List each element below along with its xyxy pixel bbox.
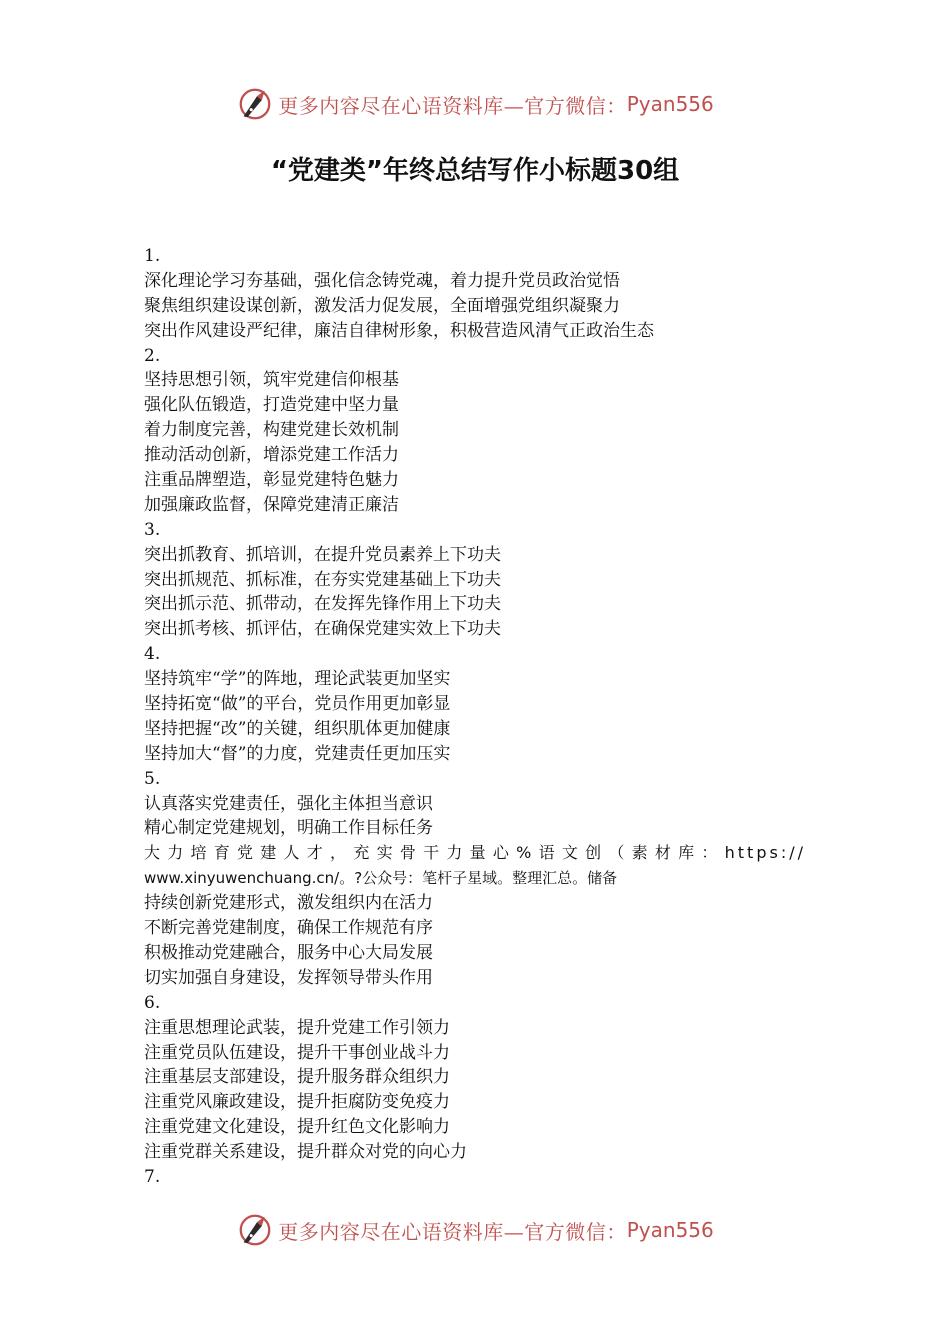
banner-text: 更多内容尽在心语资料库—官方微信： (278, 93, 627, 118)
document-title: “党建类”年终总结写作小标题30组 (270, 156, 680, 186)
header-banner (0, 82, 950, 126)
body-line: 注重基层支部建设，提升服务群众组织力 (144, 1067, 450, 1088)
section-number: 1. (144, 246, 161, 266)
section-number: 7. (144, 1166, 161, 1187)
section-number: 6. (144, 992, 161, 1013)
body-line: 持续创新党建形式，激发组织内在活力 (144, 893, 433, 914)
body-line: 不断完善党建制度，确保工作规范有序 (144, 918, 433, 939)
document-body (144, 244, 814, 1190)
body-line: 推动活动创新，增添党建工作活力 (144, 445, 399, 466)
body-line: 加强廉政监督，保障党建清正廉洁 (144, 494, 399, 515)
body-line: 注重党建文化建设，提升红色文化影响力 (144, 1117, 450, 1138)
body-line: 坚持加大“督”的力度，党建责任更加压实 (144, 743, 451, 764)
body-line: 精心制定党建规划，明确工作目标任务 (144, 818, 433, 839)
body-line: 认真落实党建责任，强化主体担当意识 (144, 793, 433, 814)
body-line: 坚持思想引领，筑牢党建信仰根基 (144, 370, 399, 391)
body-line: 积极推动党建融合，服务中心大局发展 (144, 942, 433, 963)
banner-wechat-id: Pyan556 (626, 1218, 714, 1242)
body-line: 坚持把握“改”的关键，组织肌体更加健康 (144, 718, 451, 739)
body-line: 注重党群关系建设，提升群众对党的向心力 (144, 1142, 467, 1163)
body-line: 强化队伍锻造，打造党建中坚力量 (144, 395, 399, 416)
section-number: 2. (144, 345, 161, 366)
body-line: 注重思想理论武装，提升党建工作引领力 (144, 1017, 450, 1038)
body-line: 聚焦组织建设谋创新，激发活力促发展，全面增强党组织凝聚力 (144, 295, 620, 316)
body-line: 坚持筑牢“学”的阵地，理论武装更加坚实 (144, 669, 451, 690)
body-line: 坚持拓宽“做”的平台，党员作用更加彰显 (144, 694, 451, 715)
body-line: 突出抓考核、抓评估，在确保党建实效上下功夫 (144, 619, 501, 640)
body-line: 突出抓规范、抓标准，在夯实党建基础上下功夫 (144, 569, 501, 590)
body-line: 突出抓示范、抓带动，在发挥先锋作用上下功夫 (144, 594, 501, 615)
pen-nib-circle-icon (236, 85, 274, 123)
banner-wechat-id: Pyan556 (626, 92, 714, 116)
body-line: 突出作风建设严纪律，廉洁自律树形象，积极营造风清气正政治生态 (144, 320, 654, 341)
body-line: 注重党员队伍建设，提升干事创业战斗力 (144, 1042, 450, 1063)
banner-text: 更多内容尽在心语资料库—官方微信： (278, 1219, 627, 1244)
body-line: 切实加强自身建设，发挥领导带头作用 (144, 967, 433, 988)
body-line: 深化理论学习夯基础，强化信念铸党魂，着力提升党员政治觉悟 (144, 270, 620, 291)
section-number: 4. (144, 644, 161, 665)
body-line-watermark-cont: www.xinyuwenchuang.cn/。?公众号：笔杆子星域。整理汇总。储备 (144, 869, 618, 888)
body-line: 突出抓教育、抓培训，在提升党员素养上下功夫 (144, 544, 501, 565)
section-number: 5. (144, 768, 161, 789)
body-line: 着力制度完善，构建党建长效机制 (144, 420, 399, 441)
footer-banner (0, 1208, 950, 1252)
body-line-watermark: 大力培育党建人才，充实骨干力量心%语文创（素材库：https:// (144, 843, 806, 863)
body-line: 注重党风廉政建设，提升拒腐防变免疫力 (144, 1092, 450, 1113)
section-number: 3. (144, 519, 161, 540)
body-line: 注重品牌塑造，彰显党建特色魅力 (144, 470, 399, 491)
pen-nib-circle-icon (236, 1211, 274, 1249)
